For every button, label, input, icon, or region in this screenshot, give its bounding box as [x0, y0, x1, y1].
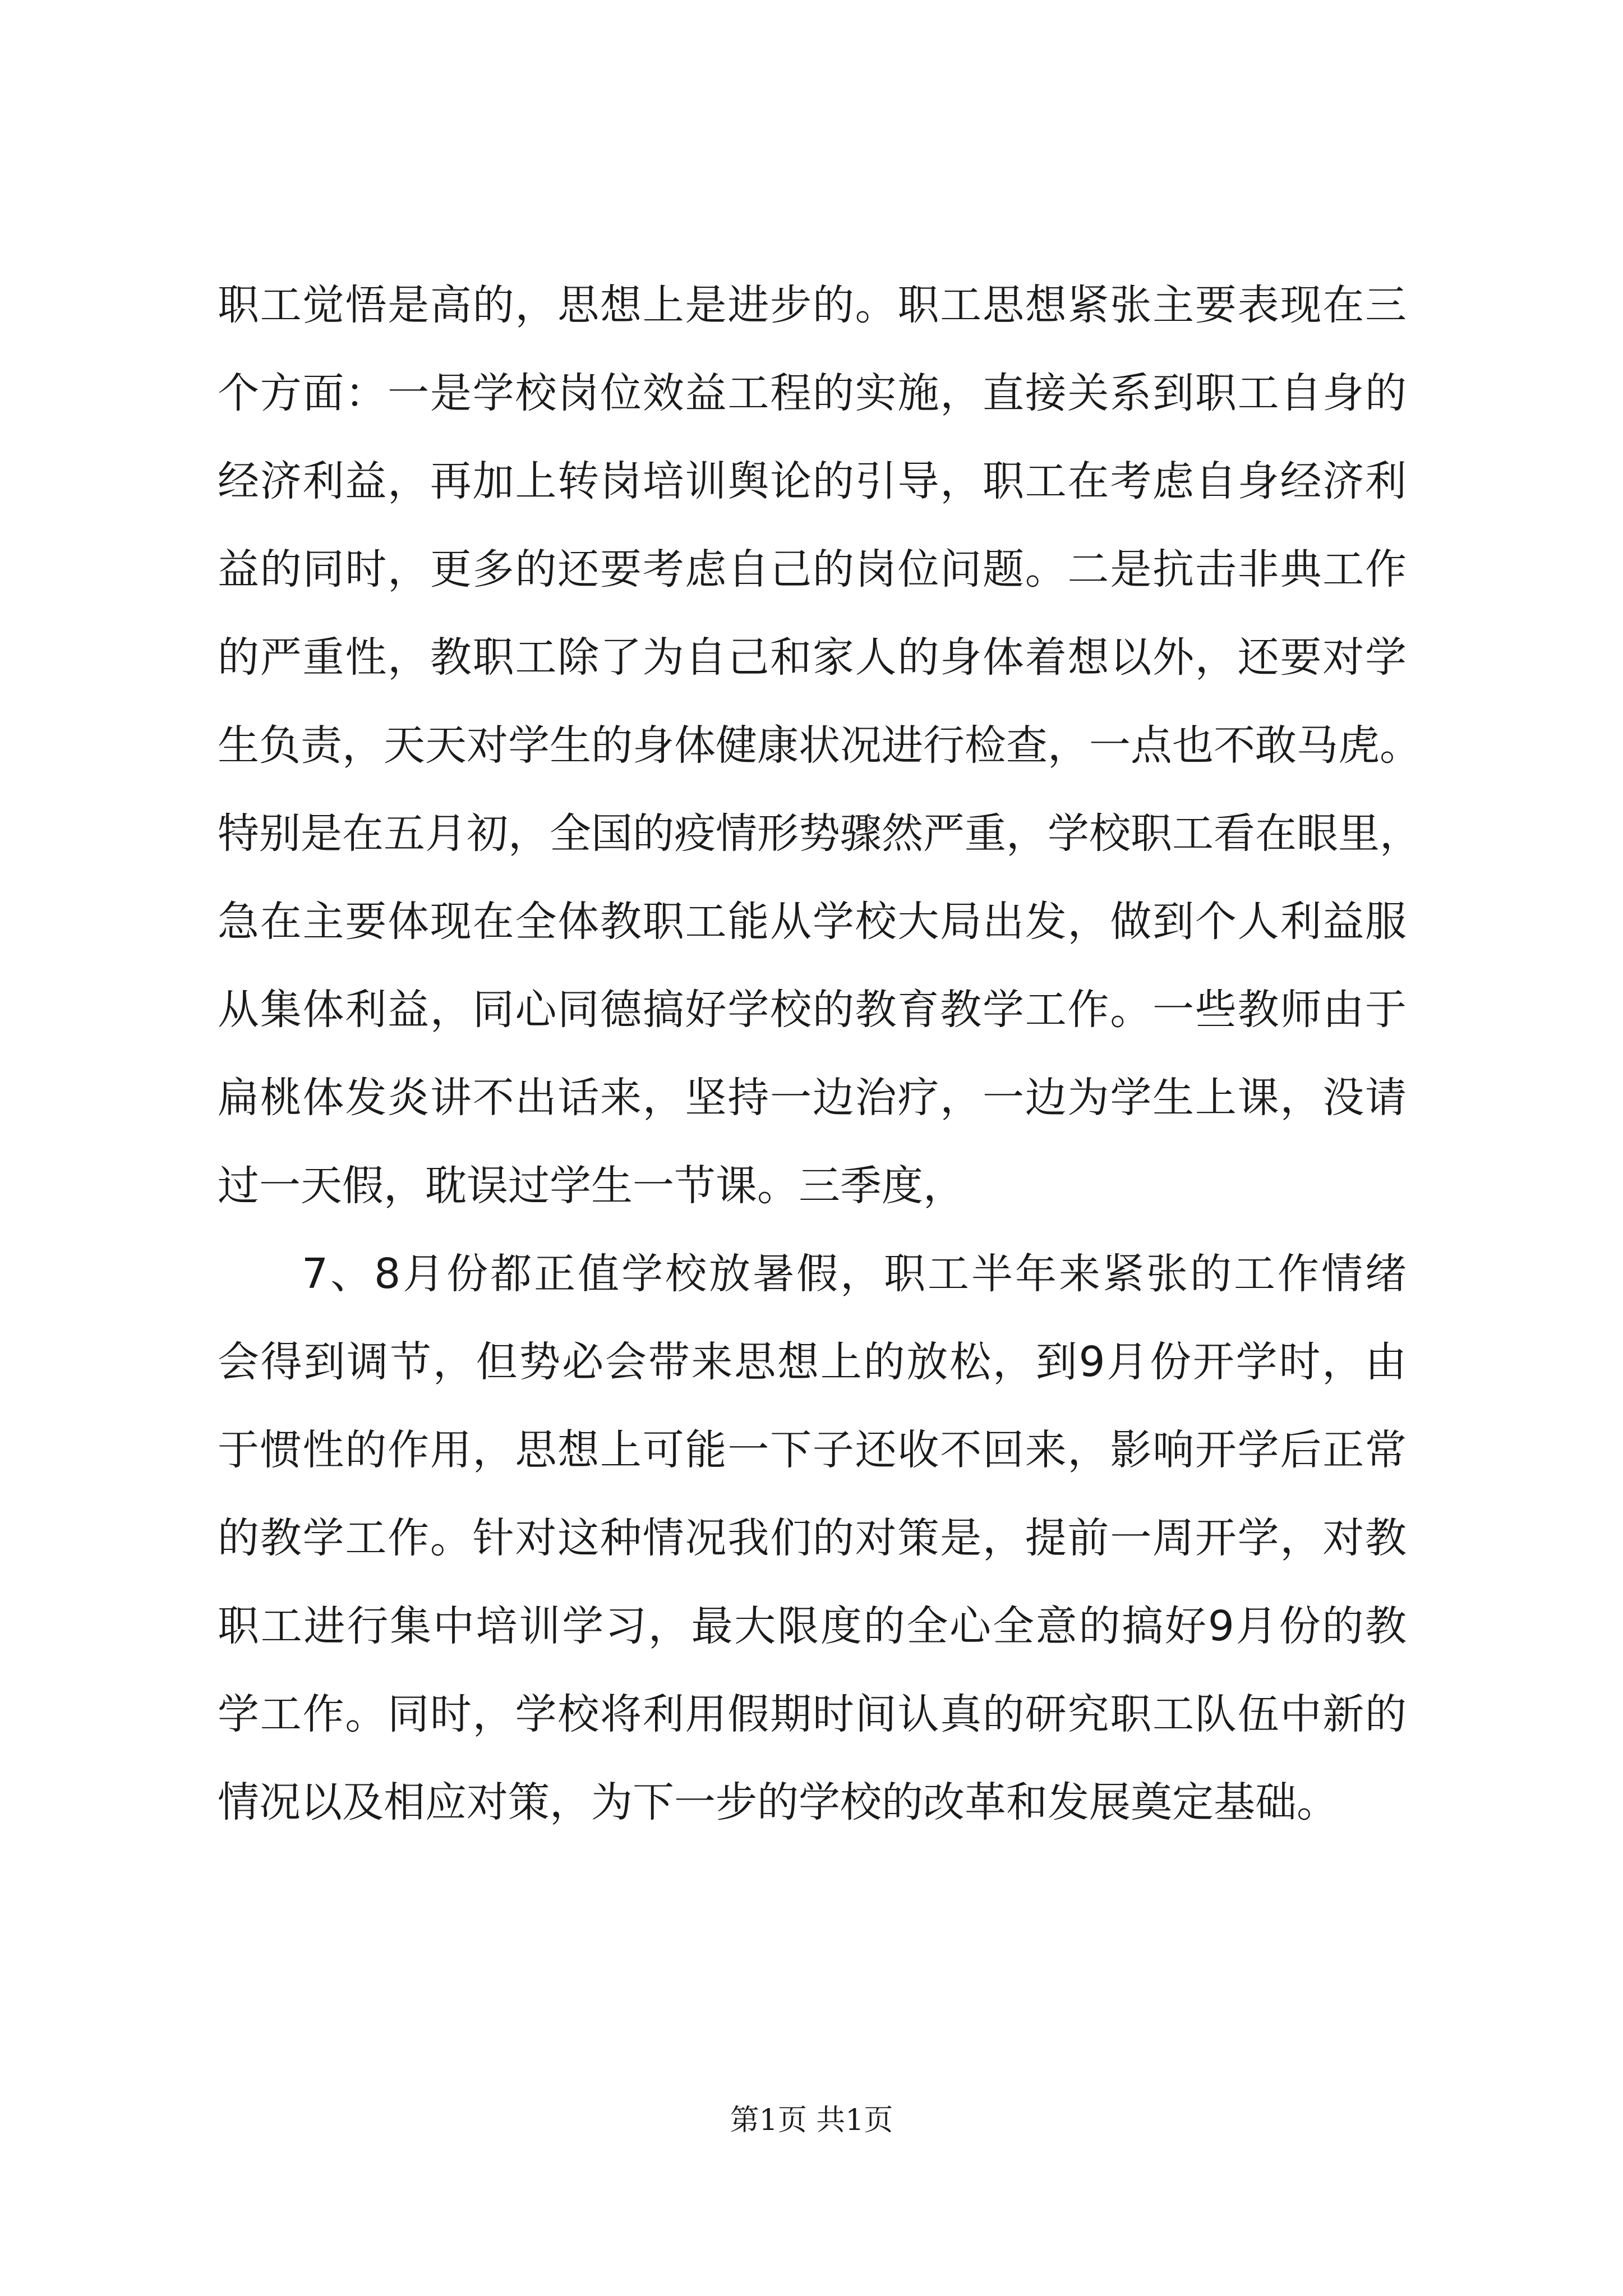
- text-line: 的教学工作。针对这种情况我们的对策是，提前一周开学，对教: [218, 1514, 1407, 1562]
- text-line: 学工作。同时，学校将利用假期时间认真的研究职工队伍中新的: [218, 1690, 1407, 1738]
- body-text: [218, 261, 1421, 1847]
- text-line: 特别是在五月初，全国的疫情形势骤然严重，学校职工看在眼里，: [218, 809, 1421, 858]
- text-line: 7、8月份都正值学校放暑假，职工半年来紧张的工作情绪: [302, 1250, 1407, 1298]
- paragraph-1: [218, 261, 1421, 1230]
- text-line: 职工进行集中培训学习，最大限度的全心全意的搞好9月份的教: [218, 1602, 1407, 1650]
- text-line: 于惯性的作用，思想上可能一下子还收不回来，影响开学后正常: [218, 1426, 1407, 1474]
- text-line: 情况以及相应对策，为下一步的学校的改革和发展奠定基础。: [218, 1778, 1338, 1826]
- text-line: 从集体利益，同心同德搞好学校的教育教学工作。一些教师由于: [218, 986, 1407, 1034]
- text-line: 会得到调节，但势必会带来思想上的放松，到9月份开学时，由: [218, 1338, 1407, 1386]
- text-line: 的严重性，教职工除了为自己和家人的身体着想以外，还要对学: [218, 633, 1407, 682]
- text-line: 过一天假，耽误过学生一节课。三季度，: [218, 1162, 965, 1210]
- text-line: 扁桃体发炎讲不出话来，坚持一边治疗，一边为学生上课，没请: [218, 1074, 1407, 1122]
- text-line: 生负责，天天对学生的身体健康状况进行检查，一点也不敢马虎。: [218, 721, 1421, 770]
- paragraph-2: [218, 1230, 1407, 1847]
- page-number: 第1页 共1页: [730, 2104, 893, 2137]
- page-footer: [0, 2098, 1623, 2143]
- text-line: 职工觉悟是高的，思想上是进步的。职工思想紧张主要表现在三: [218, 281, 1407, 329]
- text-line: 经济利益，再加上转岗培训舆论的引导，职工在考虑自身经济利: [218, 457, 1407, 505]
- text-line: 个方面：一是学校岗位效益工程的实施，直接关系到职工自身的: [218, 369, 1407, 417]
- text-line: 急在主要体现在全体教职工能从学校大局出发，做到个人利益服: [218, 898, 1407, 946]
- text-line: 益的同时，更多的还要考虑自己的岗位问题。二是抗击非典工作: [218, 545, 1407, 593]
